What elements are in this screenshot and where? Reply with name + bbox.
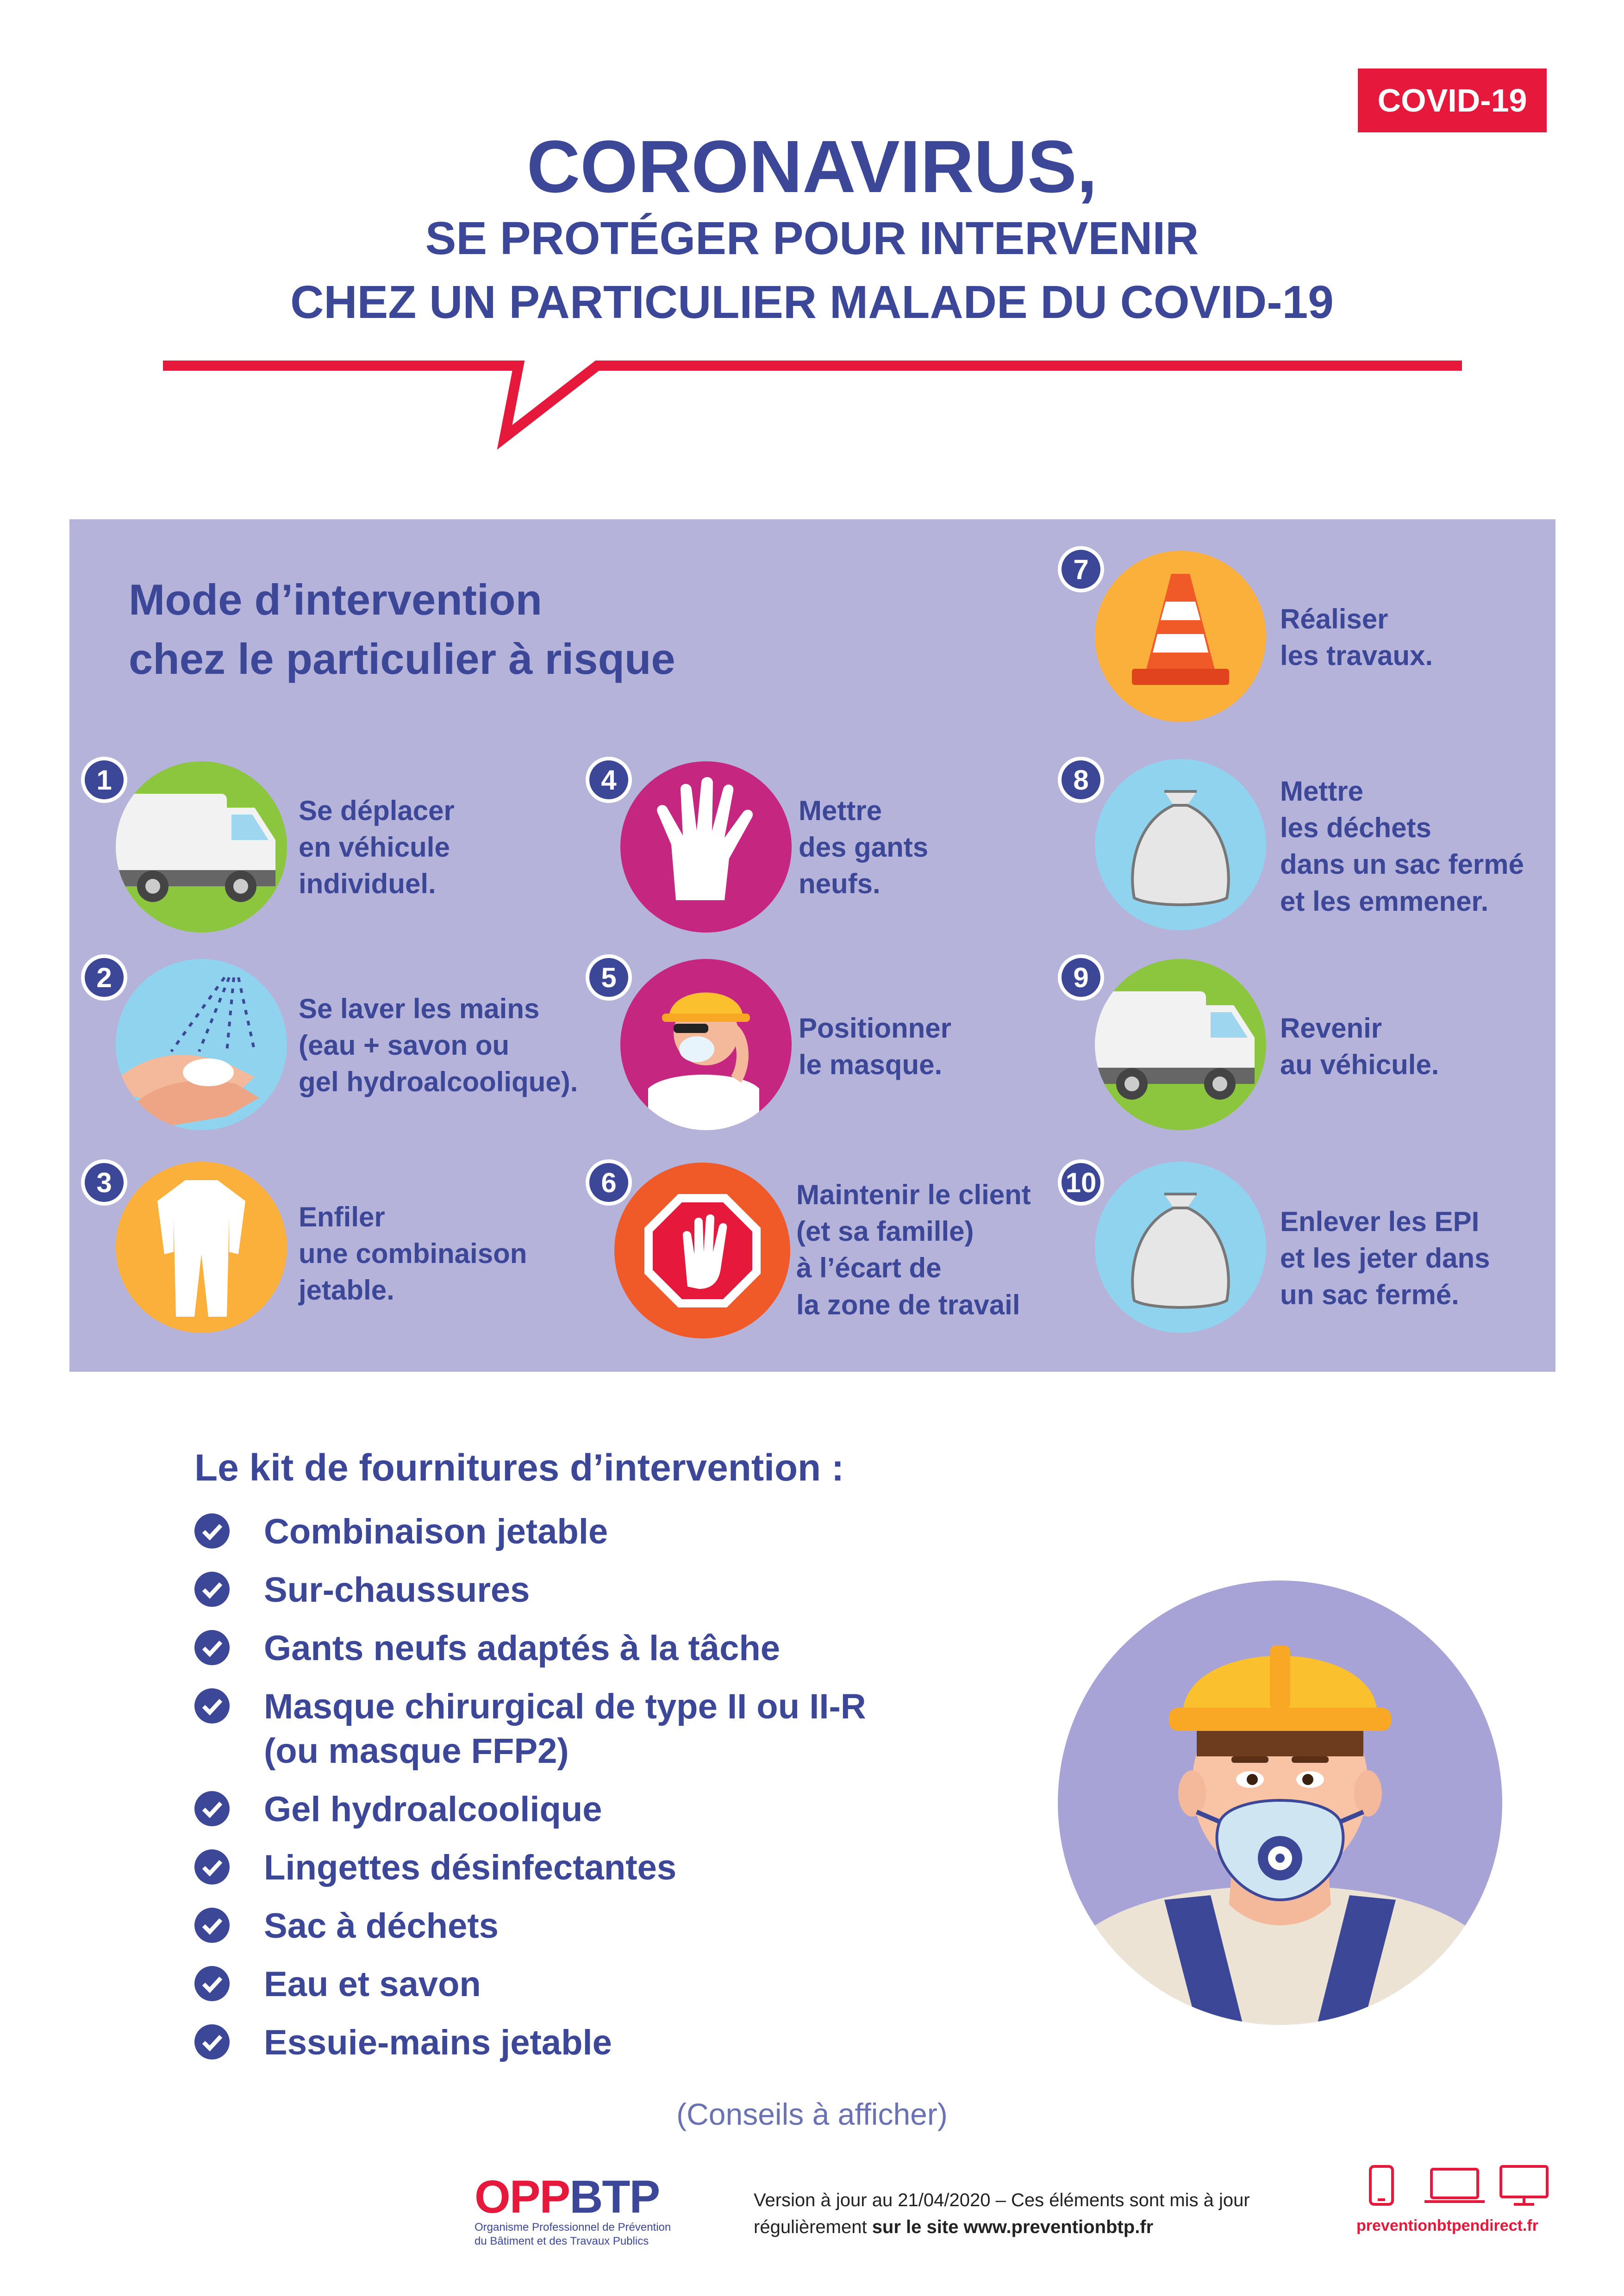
page-title: CORONAVIRUS,	[526, 125, 1098, 208]
check-icon	[194, 1572, 230, 1607]
logo-opp: OPP	[475, 2171, 570, 2223]
step-8-text: Mettre les déchets dans un sac fermé et les emmener.	[1280, 776, 1524, 917]
kit-item: Lingettes désinfectantes	[264, 1848, 677, 1887]
step-5-text: Positionner le masque.	[799, 1013, 952, 1081]
coverall-icon	[116, 1162, 287, 1333]
check-icon	[194, 1630, 230, 1665]
logo-btp: BTP	[569, 2171, 660, 2223]
site-link[interactable]: preventionbtpendirect.fr	[1356, 2217, 1538, 2234]
step-4-text: Mettre des gants neufs.	[799, 795, 929, 900]
check-icon	[194, 2024, 230, 2060]
kit-item: Gants neufs adaptés à la tâche	[264, 1629, 781, 1668]
step-6-text: Maintenir le client (et sa famille) à l’écart de la zone de travail	[796, 1179, 1031, 1320]
version-site-link[interactable]: sur le site www.preventionbtp.fr	[872, 2217, 1154, 2237]
masked-worker-illustration	[1058, 1580, 1502, 2025]
traffic-cone-icon	[1095, 551, 1266, 722]
kit-item: Sac à déchets	[264, 1906, 499, 1946]
check-icon	[194, 1791, 230, 1826]
worker-mask-icon	[620, 959, 792, 1130]
step-number-3: 3	[81, 1159, 127, 1206]
page-subtitle-line2: CHEZ UN PARTICULIER MALADE DU COVID-19	[290, 276, 1334, 328]
check-icon	[194, 1513, 230, 1549]
procedure-title-line1: Mode d’intervention	[129, 575, 542, 624]
step-2-text: Se laver les mains (eau + savon ou gel hydroalcoolique).	[299, 993, 578, 1098]
step-9-text: Revenir au véhicule.	[1280, 1013, 1439, 1081]
kit-item: Sur-chaussures	[264, 1570, 530, 1610]
step-number-7: 7	[1058, 546, 1104, 592]
step-7-text: Réaliser les travaux.	[1280, 604, 1433, 672]
covid-badge: COVID-19	[1358, 68, 1547, 132]
procedure-title	[129, 570, 675, 689]
version-note	[754, 2187, 1346, 2240]
kit-item-continued: (ou masque FFP2)	[264, 1731, 569, 1771]
stop-hand-icon	[613, 1162, 792, 1340]
version-text: Version à jour au 21/04/2020 – Ces éléments sont mis à jour régulièrement	[754, 2190, 1250, 2237]
kit-item: Eau et savon	[264, 1965, 481, 2004]
speech-bubble-underline	[0, 0, 1624, 463]
device-icons	[1367, 2164, 1552, 2208]
kit-item: Gel hydroalcoolique	[264, 1790, 602, 1829]
check-icon	[194, 1908, 230, 1943]
check-icon	[194, 1849, 230, 1885]
conseils-label: (Conseils à afficher)	[676, 2097, 948, 2131]
kit-item: Combinaison jetable	[264, 1512, 608, 1551]
step-number-1: 1	[81, 757, 127, 803]
van-icon	[116, 761, 287, 933]
kit-item: Masque chirurgical de type II ou II-R	[264, 1687, 866, 1726]
glove-icon	[620, 761, 792, 933]
trash-bag-icon	[1095, 759, 1266, 930]
step-number-2: 2	[81, 954, 127, 1001]
step-1-text: Se déplacer en véhicule individuel.	[299, 795, 455, 900]
monitor-icon	[1501, 2166, 1547, 2197]
step-number-5: 5	[586, 954, 632, 1001]
step-number-10: 10	[1058, 1159, 1104, 1206]
oppbtp-subtitle: Organisme Professionnel de Prévention du Bâtiment et des Travaux Publics	[475, 2221, 671, 2247]
check-icon	[194, 1966, 230, 2001]
page-subtitle-line1: SE PROTÉGER POUR INTERVENIR	[425, 212, 1199, 264]
step-number-8: 8	[1058, 757, 1104, 803]
step-3-text: Enfiler une combinaison jetable.	[299, 1201, 527, 1306]
trash-bag-icon	[1095, 1162, 1266, 1333]
step-number-4: 4	[586, 757, 632, 803]
procedure-title-line2: chez le particulier à risque	[129, 634, 675, 683]
step-number-6: 6	[586, 1159, 632, 1206]
step-10-text: Enlever les EPI et les jeter dans un sac fermé.	[1280, 1206, 1490, 1311]
kit-item: Essuie-mains jetable	[264, 2023, 612, 2062]
van-icon	[1095, 959, 1266, 1130]
step-number-9: 9	[1058, 954, 1104, 1001]
kit-title: Le kit de fournitures d’intervention :	[194, 1447, 844, 1489]
check-icon	[194, 1688, 230, 1724]
oppbtp-logo	[475, 2171, 659, 2224]
laptop-icon	[1431, 2169, 1478, 2198]
hand-wash-icon	[116, 959, 287, 1130]
